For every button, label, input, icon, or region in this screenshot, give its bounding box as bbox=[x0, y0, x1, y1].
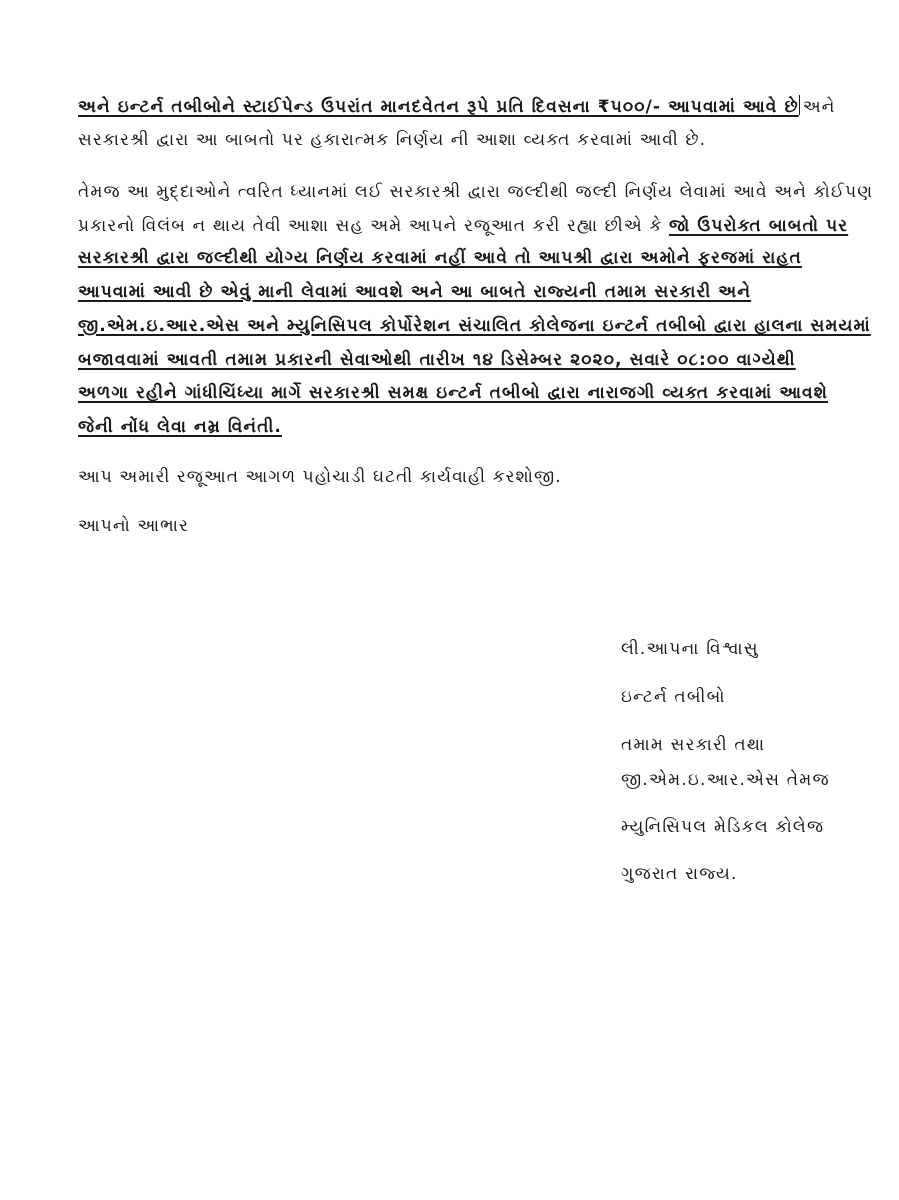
signature-line6: ગુજરાત રાજ્ય. bbox=[621, 864, 738, 884]
para1-underlined-text: અને ઇન્ટર્ન તબીબોને સ્ટાઈપેન્ડ ઉપરાંત માનદવેતન રૂપે પ્રતિ દિવસના ₹૫૦૦/- આપવામાં આવે છે bbox=[78, 97, 799, 117]
para3: આપ અમારી રજૂઆત આગળ પહોચાડી ઘટતી કાર્યવાહી કરશોજી. bbox=[78, 467, 562, 487]
signature-line5: મ્યુનિસિપલ મેડિકલ કોલેજ bbox=[621, 817, 825, 837]
para1-line2: સરકારશ્રી દ્વારા આ બાબતો પર હકારાત્મક નિર્ણય ની આશા વ્યક્ત કરવામાં આવી છે. bbox=[78, 130, 707, 150]
para2-line4: આપવામાં આવી છે એવું માની લેવામાં આવશે અને આ બાબતે રાજ્યની તમામ સરકારી અને bbox=[78, 282, 752, 302]
signature-line2: ઇન્ટર્ન તબીબો bbox=[621, 687, 726, 707]
para2-line6: બજાવવામાં આવતી તમામ પ્રકારની સેવાઓથી તારીખ ૧૪ ડિસેમ્બર ૨૦૨૦, સવારે ૦૮:૦૦ વાગ્યેથી bbox=[78, 350, 796, 370]
para2-line8: જેની નોંધ લેવા નમ્ર વિનંતી. bbox=[78, 417, 282, 437]
para2-line1: તેમજ આ મુદ્દાઓને ત્વરિત ધ્યાનમાં લઈ સરકારશ્રી દ્વારા જલ્દીથી જલ્દી નિર્ણય લેવામાં આવે અને કોઈપણ bbox=[78, 182, 874, 202]
para2-line5: જી.એમ.ઇ.આર.એસ અને મ્યુનિસિપલ કોર્પોરેશન સંચાલિત કોલેજના ઇન્ટર્ન તબીબો દ્વારા હાલના સમયમાં bbox=[78, 316, 871, 336]
para2-line3: સરકારશ્રી દ્વારા જલ્દીથી યોગ્ય નિર્ણય કરવામાં નહીં આવે તો આપશ્રી દ્વારા અમોને ફરજમાં રાહત bbox=[78, 248, 802, 268]
signature-line1: લી.આપના વિશ્વાસુ bbox=[621, 639, 759, 659]
signature-line3: તમામ સરકારી તથા bbox=[621, 735, 766, 755]
para1-line1 bbox=[78, 95, 836, 118]
para2-line2 bbox=[78, 215, 848, 237]
para2-line2-bold: જો ઉપરોક્ત બાબતો પર bbox=[668, 216, 849, 236]
signature-line4: જી.એમ.ઇ.આર.એસ તેમજ bbox=[621, 770, 830, 790]
para4-thanks: આપનો આભાર bbox=[78, 516, 189, 536]
para1-line1-tail: અને bbox=[802, 97, 836, 117]
para2-line2-plain: પ્રકારનો વિલંબ ન થાય તેવી આશા સહ અમે આપને રજૂઆત કરી રહ્યા છીએ કે bbox=[78, 216, 663, 236]
para2-line7: અળગા રહીને ગાંધીચિંધ્યા માર્ગે સરકારશ્રી સમક્ષ ઇન્ટર્ન તબીબો દ્વારા નારાજગી વ્યક્ત કરવામાં આવશે bbox=[78, 383, 828, 403]
